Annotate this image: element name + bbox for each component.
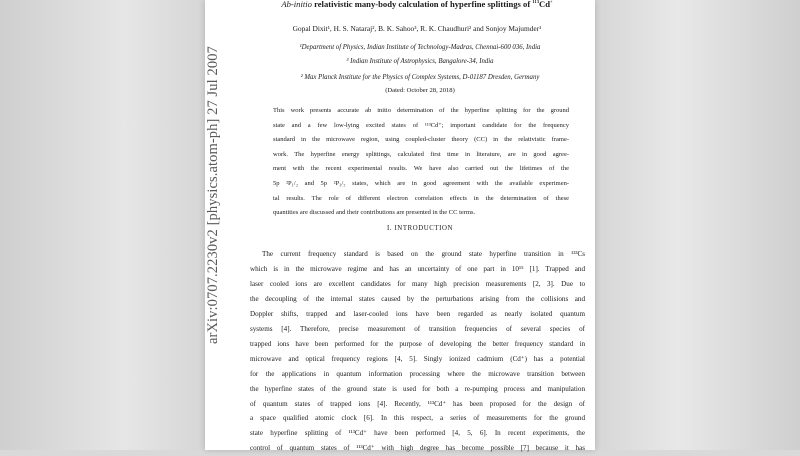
body-line: The current frequency standard is based on the ground state hyperfine transition in ¹³³Cs (262, 250, 585, 258)
title-charge: + (550, 0, 553, 5)
abstract-line: 5p ²P₁/₂ and 5p ²P₃/₂ states, which are in good agreement with the available experimen- (273, 179, 569, 187)
affiliation-mpi-dresden: ² Max Planck Institute for the Physics of Complex Systems, D-01187 Dresden, Germany (300, 74, 540, 81)
body-line: control of quantum states of ¹¹³Cd⁺ with high degree has become possible [7] because it has (250, 444, 585, 453)
abstract (273, 104, 569, 221)
body-line: which is in the microwave regime and has an uncertainty of one part in 10¹⁵ [1]. Trapped and (250, 264, 585, 273)
title-isotope: 113 (532, 0, 539, 5)
body-line: the hyperfine states of the ground state is used for both a re-pumping process and manipulation (250, 384, 585, 393)
arxiv-identifier: arXiv:0707.2230v2 [physics.atom-ph] 27 Jul 2007 (205, 46, 221, 344)
affiliation-iia-bangalore: ³ Indian Institute of Astrophysics, Bangalore-34, India (346, 58, 494, 65)
abstract-line: tal results. The role of different electron correlation effects in the determination of these (273, 194, 569, 202)
abstract-line: quantities are discussed and their contributions are presented in the CC terms. (273, 209, 476, 217)
paper-title (257, 0, 577, 9)
body-line: for the applications in quantum information processing where the microwave transition between (250, 369, 585, 378)
viewer-background-right (595, 0, 800, 450)
section-heading: I. INTRODUCTION (386, 225, 453, 232)
introduction-text (250, 247, 585, 456)
abstract-line: work. The hyperfine energy splittings, calculated first time in literature, are in good agree- (273, 150, 569, 158)
body-line: trapped ions have been performed for the purpose of developing the better frequency standard in (250, 339, 585, 348)
body-line: the decoupling of the internal states caused by the perturbations arising from the collisions and (250, 294, 585, 303)
abstract-line: state and a few low-lying excited states of ¹¹³Cd⁺; important candidate for the frequency (273, 121, 569, 129)
abstract-line: This work presents accurate ab initio determination of the hyperfine splitting for the ground (273, 107, 569, 114)
body-line: of quantum states of trapped ions [4]. Recently, ¹¹³Cd⁺ has been proposed for the design of (250, 399, 585, 408)
title-italic: Ab-initio (281, 0, 312, 9)
body-line: systems [4]. Therefore, precise measurement of transition frequencies of several species of (250, 324, 585, 333)
affiliation-iit-madras: ¹Department of Physics, Indian Institute of Technology-Madras, Chennai-600 036, India (299, 44, 541, 51)
title-main: relativistic many-body calculation of hyperfine splittings of (314, 0, 531, 9)
viewer-background-left (0, 0, 205, 450)
body-line: state hyperfine splitting of ¹¹³Cd⁺ have been performed [4, 5, 6]. In recent experiments, the (250, 429, 585, 438)
body-line: Doppler shifts, trapped and laser-cooled ions have been regarded as nearly isolated quantum (250, 309, 585, 318)
date-line: (Dated: October 28, 2018) (385, 87, 455, 94)
body-line: a space qualified atomic clock [6]. In this respect, a series of measurements for the ground (250, 414, 585, 423)
abstract-line: ment with the recent experimental results. We have also carried out the lifetimes of the (273, 165, 569, 173)
author-list: Gopal Dixit¹, H. S. Nataraj², B. K. Sahoo³, R. K. Chaudhuri² and Sonjoy Majumder¹ (292, 24, 542, 33)
abstract-line: standard in the microwave region, using coupled-cluster theory (CC) in the relativistic frame- (273, 136, 569, 144)
body-line: laser cooled ions are excellent candidates for many high precision measurements [2, 3]. Due to (250, 279, 585, 288)
body-line: microwave and optical frequency regions [4, 5]. Singly ionized cadmium (Cd⁺) has a potential (250, 354, 585, 363)
title-ion: Cd (539, 0, 550, 9)
